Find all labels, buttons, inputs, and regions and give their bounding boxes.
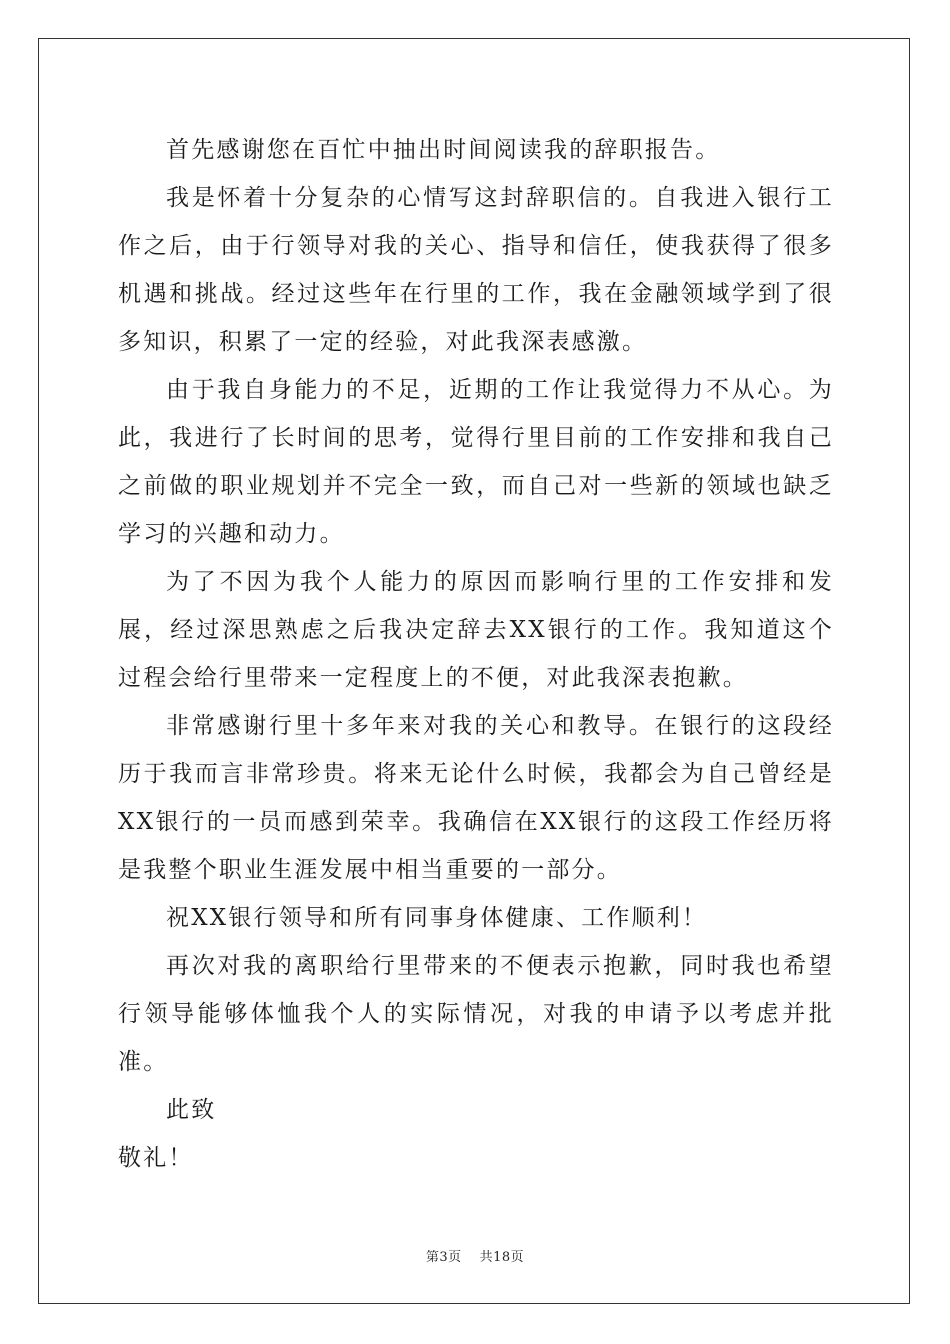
paragraph-1: 首先感谢您在百忙中抽出时间阅读我的辞职报告。 <box>166 137 721 163</box>
document-body <box>118 126 834 1182</box>
closing-line: 敬礼！ <box>118 1145 194 1171</box>
paragraph-4: 为了不因为我个人能力的原因而影响行里的工作安排和发展，经过深思熟虑之后我决定辞去XX银行的工作。我知道这个过程会给行里带来一定程度上的不便，对此我深表抱歉。 <box>118 569 834 691</box>
paragraph-3: 由于我自身能力的不足，近期的工作让我觉得力不从心。为此，我进行了长时间的思考，觉得行里目前的工作安排和我自己之前做的职业规划并不完全一致，而自己对一些新的领域也缺乏学习的兴趣和动力。 <box>118 377 834 547</box>
paragraph-7: 再次对我的离职给行里带来的不便表示抱歉，同时我也希望行领导能够体恤我个人的实际情况，对我的申请予以考虑并批准。 <box>118 953 834 1075</box>
salutation-line: 此致 <box>166 1097 217 1123</box>
paragraph-2: 我是怀着十分复杂的心情写这封辞职信的。自我进入银行工作之后，由于行领导对我的关心、指导和信任，使我获得了很多机遇和挑战。经过这些年在行里的工作，我在金融领域学到了很多知识，积累了一定的经验，对此我深表感激。 <box>118 185 834 355</box>
page-number: 第3页 <box>425 1250 462 1265</box>
paragraph-6: 祝XX银行领导和所有同事身体健康、工作顺利！ <box>166 905 708 931</box>
paragraph-5: 非常感谢行里十多年来对我的关心和教导。在银行的这段经历于我而言非常珍贵。将来无论什么时候，我都会为自己曾经是XX银行的一员而感到荣幸。我确信在XX银行的这段工作经历将是我整个职业生涯发展中相当重要的一部分。 <box>118 713 834 883</box>
page-footer <box>0 1246 950 1265</box>
page-total: 共18页 <box>479 1250 525 1265</box>
